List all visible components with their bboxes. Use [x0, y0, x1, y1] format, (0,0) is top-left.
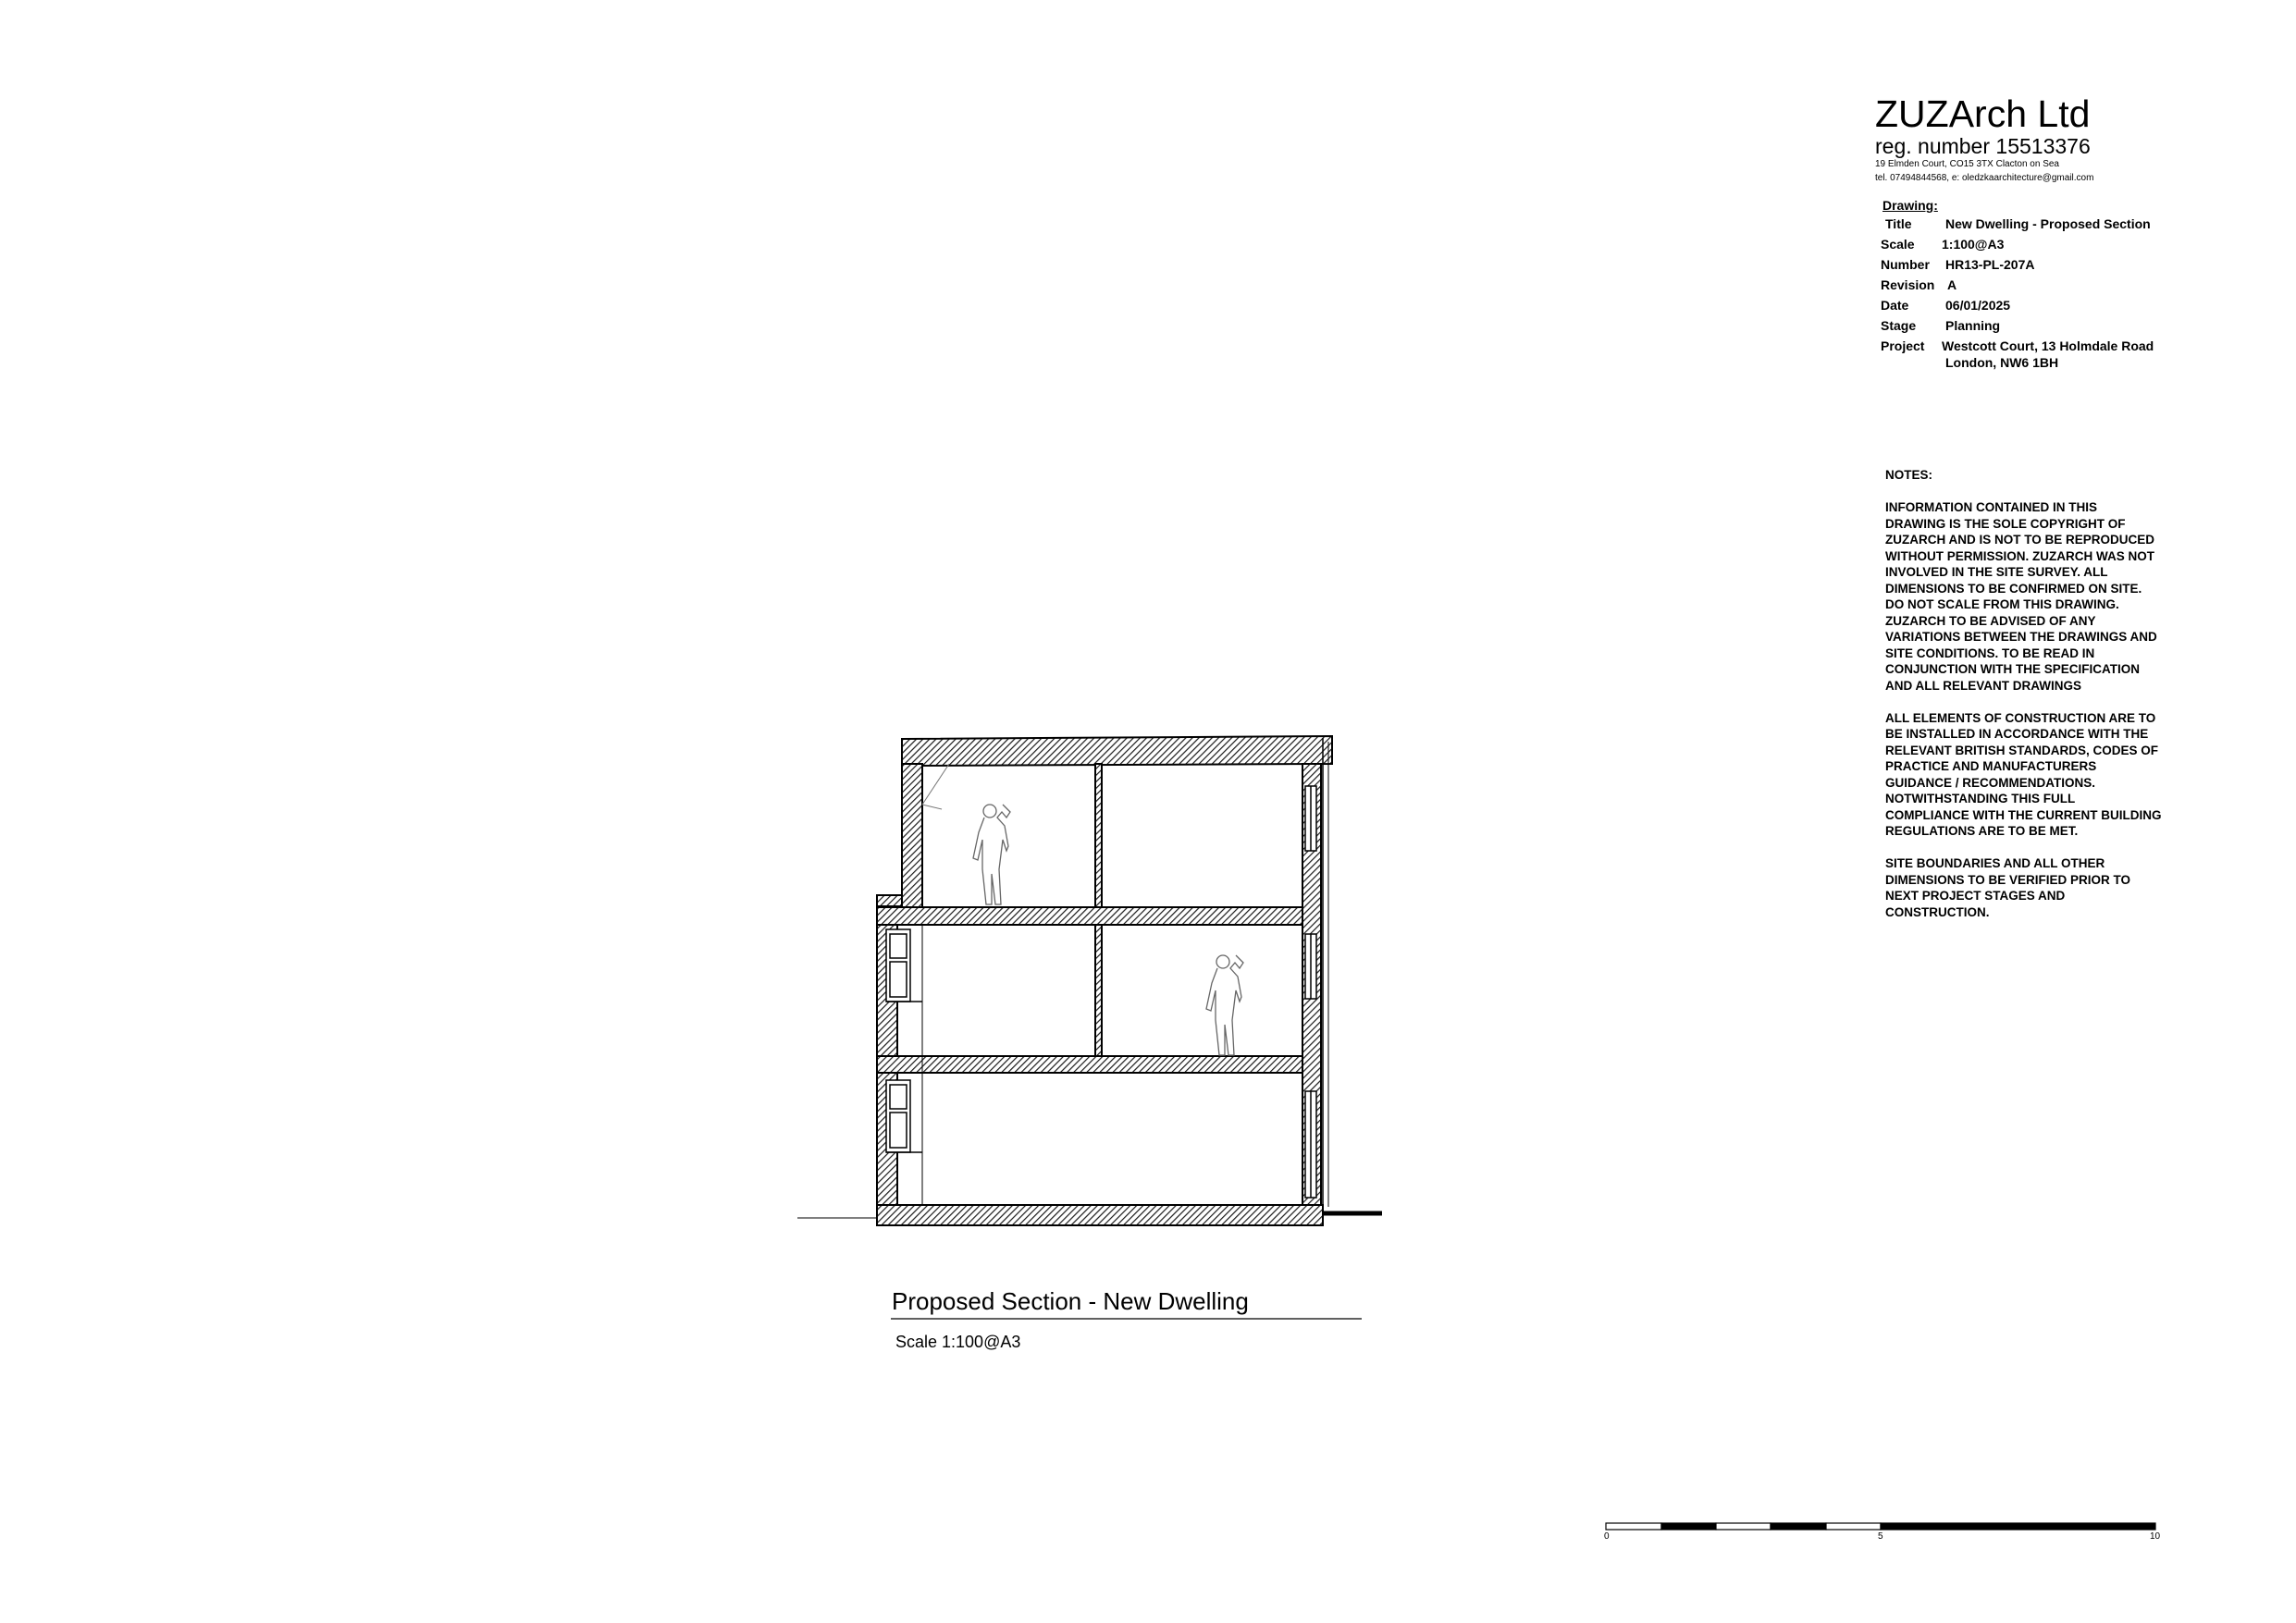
- slab-upper: [877, 907, 1312, 925]
- rooflight: [922, 764, 949, 805]
- notes-heading: NOTES:: [1885, 468, 1933, 482]
- caption-scale: Scale 1:100@A3: [895, 1333, 1021, 1351]
- slab-middle: [877, 1056, 1312, 1073]
- notes-paragraph-copyright: INFORMATION CONTAINED IN THIS DRAWING IS THE SOLE COPYRIGHT OF ZUZARCH AND IS NOT TO BE REPRODUCED WITHOUT PERMISSION. ZUZARCH WAS NOT INVOLVED IN THE SITE SURVEY. ALL DIMENSIONS TO BE CONFIRMED ON SITE. DO NOT SCALE FROM THIS DRAWING. ZUZARCH TO BE ADVISED OF ANY VARIATIONS BETWEEN THE DRAWINGS AND SITE CONDITIONS. TO BE READ IN CONJUNCTION WITH THE SPECIFICATION AND ALL RELEVANT DRAWINGS: [1885, 500, 2157, 693]
- drawing-row-scale: Scale 1:100@A3: [1881, 237, 2005, 252]
- roof-slab: [902, 736, 1332, 766]
- partition-middle: [1095, 925, 1102, 1056]
- company-contact: tel. 07494844568, e: oledzkaarchitecture@gmail.com: [1875, 173, 2094, 183]
- drawing-row-revision: Revision A: [1881, 277, 1957, 292]
- drawing-row-project: Project Westcott Court, 13 Holmdale Road: [1881, 338, 2154, 353]
- scale-bar-label-10: 10: [2150, 1531, 2161, 1542]
- drawing-row-stage: Stage Planning: [1881, 318, 2001, 333]
- drawing-row-number: Number HR13-PL-207A: [1881, 257, 2035, 272]
- company-name: ZUZArch Ltd: [1875, 92, 2091, 135]
- parapet-ledge: [877, 895, 902, 906]
- human-figure-upper: [973, 805, 1010, 904]
- right-windows: [1305, 786, 1316, 1198]
- notes-paragraph-construction: ALL ELEMENTS OF CONSTRUCTION ARE TO BE INSTALLED IN ACCORDANCE WITH THE RELEVANT BRITISH STANDARDS, CODES OF PRACTICE AND MANUFACTURERS GUIDANCE / RECOMMENDATIONS. NOTWITHSTANDING THIS FULL COMPLIANCE WITH THE CURRENT BUILDING REGULATIONS ARE TO BE MET.: [1885, 710, 2162, 838]
- caption-title: Proposed Section - New Dwelling: [892, 1287, 1249, 1315]
- drawing-heading: Drawing:: [1882, 198, 1938, 213]
- hatched-structure: [877, 736, 1332, 1225]
- scale-bar: [1606, 1523, 2155, 1530]
- scale-bar-label-0: 0: [1604, 1531, 1610, 1542]
- company-reg-number: reg. number 15513376: [1875, 134, 2091, 158]
- company-address: 19 Elmden Court, CO15 3TX Clacton on Sea: [1875, 159, 2059, 169]
- human-figure-middle: [1206, 955, 1243, 1055]
- slab-ground: [877, 1205, 1323, 1225]
- wall-left-top: [902, 764, 922, 907]
- scale-bar-label-5: 5: [1878, 1531, 1883, 1542]
- drawing-row-title: Title New Dwelling - Proposed Section: [1885, 216, 2151, 231]
- partition-upper: [1095, 764, 1102, 907]
- notes-paragraph-boundaries: SITE BOUNDARIES AND ALL OTHER DIMENSIONS TO BE VERIFIED PRIOR TO NEXT PROJECT STAGES AND CONSTRUCTION.: [1885, 856, 2131, 919]
- drawing-row-date: Date 06/01/2025: [1881, 298, 2011, 313]
